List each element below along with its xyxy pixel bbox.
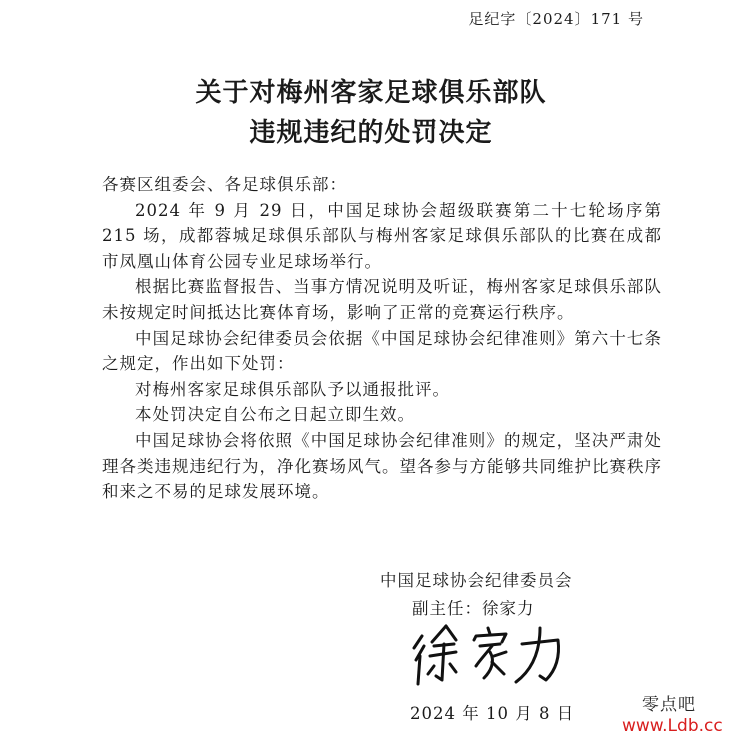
- salutation: 各赛区组委会、各足球俱乐部：: [102, 175, 347, 194]
- paragraph-closing: 中国足球协会将依照《中国足球协会纪律准则》的规定，坚决严肃处理各类违规违纪行为，净化赛场风气。望各参与方能够共同维护比赛秩序和来之不易的足球发展环境。: [102, 430, 662, 502]
- document-title-line-1: 关于对梅州客家足球俱乐部队: [195, 78, 547, 108]
- paragraph-findings: 根据比赛监督报告、当事方情况说明及听证，梅州客家足球俱乐部队未按规定时间抵达比赛体育场，影响了正常的竞赛运行秩序。: [102, 277, 662, 322]
- watermark-url: www.Ldb.cc: [622, 716, 723, 736]
- paragraph-match-info: 2024 年 9 月 29 日，中国足球协会超级联赛第二十七轮场序第 215 场，成都蓉城足球俱乐部队与梅州客家足球俱乐部队的比赛在成都市凤凰山体育公园专业足球场举行。: [102, 200, 662, 271]
- document-body: [102, 172, 662, 505]
- watermark-text: 零点吧: [642, 695, 696, 715]
- paragraph-effective: 本处罚决定自公布之日起立即生效。: [135, 405, 415, 425]
- paragraph-basis: 中国足球协会纪律委员会依据《中国足球协会纪律准则》第六十七条之规定，作出如下处罚：: [102, 328, 662, 374]
- signing-official: 副主任：徐家力: [412, 599, 535, 618]
- paragraph-penalty: 对梅州客家足球俱乐部队予以通报批评。: [135, 379, 450, 399]
- document-number: 足纪字〔2024〕171 号: [468, 10, 644, 28]
- handwritten-signature: [410, 622, 570, 686]
- document-title-line-2: 违规违纪的处罚决定: [249, 118, 493, 148]
- signing-organization: 中国足球协会纪律委员会: [380, 571, 573, 590]
- issue-date: 2024 年 10 月 8 日: [410, 704, 575, 723]
